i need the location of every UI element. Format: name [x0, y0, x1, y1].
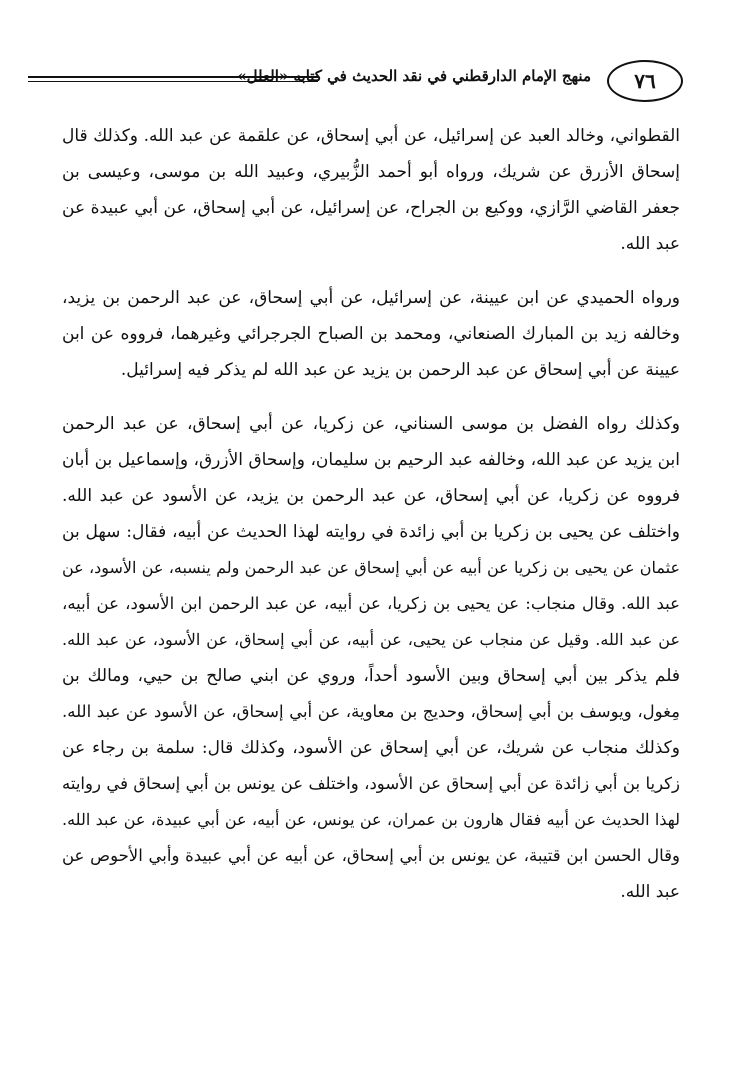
text-line: القطواني، وخالد العبد عن إسرائيل، عن أبي إسحاق، عن علقمة عن عبد الله. وكذلك قال — [62, 126, 680, 146]
text-line: إسحاق الأزرق عن شريك، ورواه أبو أحمد الزُّبيري، وعبيد الله بن موسى، وعيسى بن — [62, 162, 680, 182]
header-rule-thin — [28, 81, 318, 82]
text-line: زكريا بن أبي زائدة عن أبي إسحاق عن الأسود، واختلف عن يونس بن أبي إسحاق في روايته — [62, 774, 680, 793]
text-line: ابن يزيد عن عبد الله، وخالفه عبد الرحيم بن سليمان، وإسحاق الأزرق، وإسماعيل بن أبان — [62, 450, 680, 470]
page-number: ٧٦ — [607, 60, 683, 102]
header-rule-thick — [28, 76, 318, 78]
text-line: وكذلك منجاب عن شريك، عن أبي إسحاق عن الأسود، وكذلك قال: سلمة بن رجاء عن — [62, 738, 680, 758]
text-line: عبد الله. — [620, 882, 680, 902]
text-line: فلم يذكر بين أبي إسحاق وبين الأسود أحداً، وروي عن ابني صالح بن حيي، ومالك بن — [62, 666, 680, 686]
page-header — [28, 60, 683, 116]
body-text — [62, 118, 680, 910]
text-line: جعفر القاضي الرَّازي، ووكيع بن الجراح، عن إسرائيل، عن أبي إسحاق، عن أبي عبيدة عن — [62, 198, 680, 218]
paragraph-1 — [62, 118, 680, 262]
text-line: فرووه عن زكريا، عن أبي إسحاق، عن عبد الرحمن بن يزيد، عن الأسود عن عبد الله. — [62, 486, 680, 506]
text-line: ورواه الحميدي عن ابن عيينة، عن إسرائيل، عن أبي إسحاق، عن عبد الرحمن بن يزيد، — [62, 288, 680, 308]
text-line: وكذلك رواه الفضل بن موسى السناني، عن زكريا، عن أبي إسحاق، عن عبد الرحمن — [62, 414, 680, 434]
text-line: عبد الله. — [620, 234, 680, 254]
text-line: وخالفه زيد بن المبارك الصنعاني، ومحمد بن الصباح الجرجرائي وغيرهما، فرووه عن ابن — [62, 324, 680, 344]
text-line: واختلف عن يحيى بن زكريا بن أبي زائدة في روايته لهذا الحديث عن أبيه، فقال: سهل بن — [62, 522, 680, 542]
text-line: عيينة عن أبي إسحاق عن عبد الرحمن بن يزيد عن عبد الله لم يذكر فيه إسرائيل. — [120, 360, 680, 380]
running-title: منهج الإمام الدارقطني في نقد الحديث في كتابه «العلل» — [237, 67, 591, 85]
paragraph-2 — [62, 280, 680, 388]
text-line: عن عبد الله. وقيل عن منجاب عن يحيى، عن أبيه، عن أبي إسحاق، عن الأسود، عن عبد الله. — [62, 630, 680, 649]
text-line: عثمان عن يحيى بن زكريا عن أبيه عن أبي إسحاق عن عبد الرحمن ولم ينسبه، عن الأسود، عن — [62, 558, 680, 577]
text-line: وقال الحسن ابن قتيبة، عن يونس بن أبي إسحاق، عن أبيه عن أبي عبيدة وأبي الأحوص عن — [62, 846, 680, 865]
text-line: مِغول، ويوسف بن أبي إسحاق، وحديج بن معاوية، عن أبي إسحاق، عن الأسود عن عبد الله. — [62, 702, 680, 721]
paragraph-3 — [62, 406, 680, 910]
text-line: عبد الله. وقال منجاب: عن يحيى بن زكريا، عن أبيه، عن عبد الرحمن ابن الأسود، عن أبيه، — [62, 594, 680, 613]
text-line: لهذا الحديث عن أبيه فقال هارون بن عمران، عن يونس، عن أبيه، عن أبي عبيدة، عن عبد الله. — [62, 810, 680, 829]
